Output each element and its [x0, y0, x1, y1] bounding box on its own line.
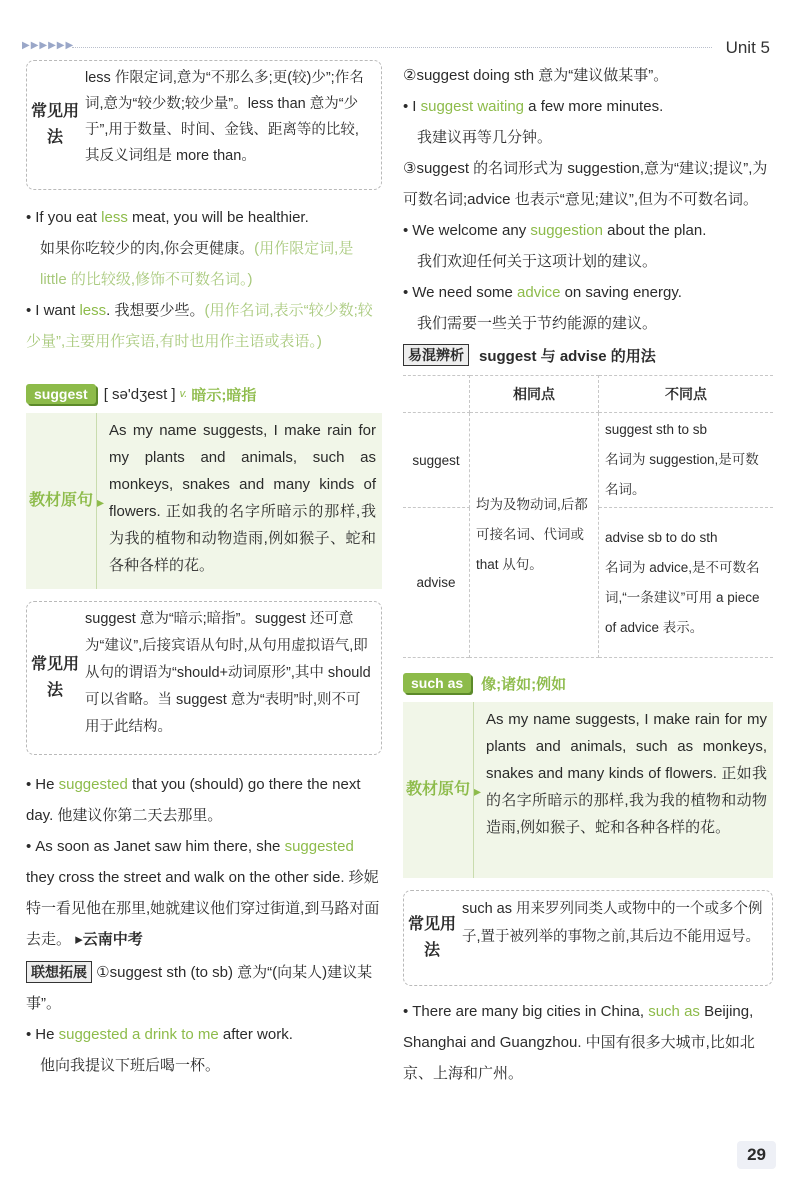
phonetic: [ sə'dʒest ]	[103, 385, 176, 403]
example-sentence: • We need some advice on saving energy.	[403, 277, 773, 308]
table-header-same: 相同点	[470, 376, 599, 413]
usage-text: less 作限定词,意为“不那么多;更(较)少”;作名词,意为“较少数;较少量”。less than 意为“少于”,用于数量、时间、金钱、距离等的比较,其反义词组是 more than。	[85, 70, 364, 164]
extension-line: 联想拓展 ①suggest sth (to sb) 意为“(向某人)建议某事”。	[26, 957, 382, 1019]
extension-head: 联想拓展	[26, 961, 92, 983]
textbook-text: As my name suggests, I make rain for my plants and animals, such as monkeys, snakes and many kinds of flowers. 正如我的名字所暗示的那样,我为我的植物和动物造雨,例如猴子、蛇和各种各样的花。	[486, 711, 767, 836]
textbook-sentence-box	[26, 413, 382, 589]
table-diff-advise: advise sb to do sth 名词为 advice,是不可数名词,“一条建议”可用 a piece of advice 表示。	[599, 508, 774, 658]
less-examples	[26, 202, 382, 357]
example-sentence: • I want less. 我想要少些。(用作名词,表示“较少数;较少量”,主要用作宾语,有时也用作主语或表语。)	[26, 295, 382, 357]
example-sentence: • We welcome any suggestion about the plan.	[403, 215, 773, 246]
confusion-tag: 易混辨析	[403, 344, 469, 366]
example-sentence: • He suggested a drink to me after work.	[26, 1019, 382, 1050]
example-translation: 我建议再等几分钟。	[417, 129, 553, 146]
left-column	[26, 60, 382, 1081]
unit-label: Unit 5	[725, 38, 770, 57]
table-same-cell: 均为及物动词,后都可接名词、代词或 that 从句。	[470, 413, 599, 658]
table-header-diff: 不同点	[599, 376, 774, 413]
example-sentence: • If you eat less meat, you will be healthier.	[26, 202, 382, 233]
header-divider	[72, 47, 712, 48]
extension-point: ②suggest doing sth 意为“建议做某事”。	[403, 67, 669, 84]
textbook-sentence-box	[403, 702, 773, 878]
suchas-examples	[403, 996, 773, 1089]
part-of-speech: v.	[179, 388, 188, 400]
arrow-decoration-icon: ▶▶▶▶▶▶	[22, 40, 75, 51]
right-column	[403, 60, 773, 1089]
usage-label: 常见用法	[30, 103, 79, 146]
textbook-text: As my name suggests, I make rain for my plants and animals, such as monkeys, snakes and many kinds of flowers. 正如我的名字所暗示的那样,我为我的植物和动物造雨,例如猴子、蛇和各种各样的花。	[109, 422, 376, 574]
word-meaning: 像;诸如;例如	[481, 675, 567, 693]
word-tag: such as	[403, 673, 471, 693]
example-translation: 如果你吃较少的肉,你会更健康。(用作限定词,是 little 的比较级,修饰不可数名词。)	[40, 240, 354, 288]
source-tag: ▸云南中考	[75, 931, 143, 948]
table-word-advise: advise	[403, 508, 470, 658]
usage-text: suggest 意为“暗示;暗指”。suggest 还可意为“建议”,后接宾语从句时,从句用虚拟语气,即从句的谓语为“should+动词原形”,其中 should 可以省略。当 suggest 意为“表明”时,则不可用于此结构。	[85, 611, 371, 735]
less-usage-box	[26, 60, 382, 190]
textbook-label: 教材原句 ▸	[26, 413, 97, 589]
suggest-entry-head	[26, 379, 382, 409]
example-translation: 我们欢迎任何关于这项计划的建议。	[417, 253, 658, 270]
example-sentence: • He suggested that you (should) go there the next day. 他建议你第二天去那里。	[26, 769, 382, 831]
usage-label: 常见用法	[407, 916, 456, 959]
example-sentence: • There are many big cities in China, such as Beijing, Shanghai and Guangzhou. 中国有很多大城市,比如北京、上海和广州。	[403, 996, 773, 1089]
usage-label: 常见用法	[30, 656, 79, 699]
example-sentence: • As soon as Janet saw him there, she suggested they cross the street and walk on the other side. 珍妮特一看见他在那里,她就建议他们穿过街道,到马路对面去走。 ▸云南中考	[26, 831, 382, 955]
textbook-label: 教材原句 ▸	[403, 702, 474, 878]
usage-text: such as 用来罗列同类人或物中的一个或多个例子,置于被列举的事物之前,其后边不能用逗号。	[462, 901, 763, 945]
confusion-head	[403, 341, 773, 369]
page-header	[0, 0, 800, 62]
example-translation: 我们需要一些关于节约能源的建议。	[417, 315, 658, 332]
table-diff-suggest: suggest sth to sb 名词为 suggestion,是可数名词。	[599, 413, 774, 508]
example-sentence: • I suggest waiting a few more minutes.	[403, 91, 773, 122]
table-word-suggest: suggest	[403, 413, 470, 508]
extension-point: ③suggest 的名词形式为 suggestion,意为“建议;提议”,为可数名词;advice 也表示“意见;建议”,但为不可数名词。	[403, 160, 768, 208]
comparison-table	[403, 375, 773, 658]
suggest-usage-box	[26, 601, 382, 755]
confusion-title: suggest 与 advise 的用法	[479, 347, 656, 365]
page-number: 29	[737, 1141, 776, 1169]
word-meaning: 暗示;暗指	[191, 386, 257, 404]
example-translation: 他向我提议下班后喝一杯。	[40, 1057, 221, 1074]
word-tag: suggest	[26, 384, 96, 404]
suggest-examples	[26, 769, 382, 1081]
suchas-entry-head	[403, 668, 773, 698]
suchas-usage-box	[403, 890, 773, 986]
